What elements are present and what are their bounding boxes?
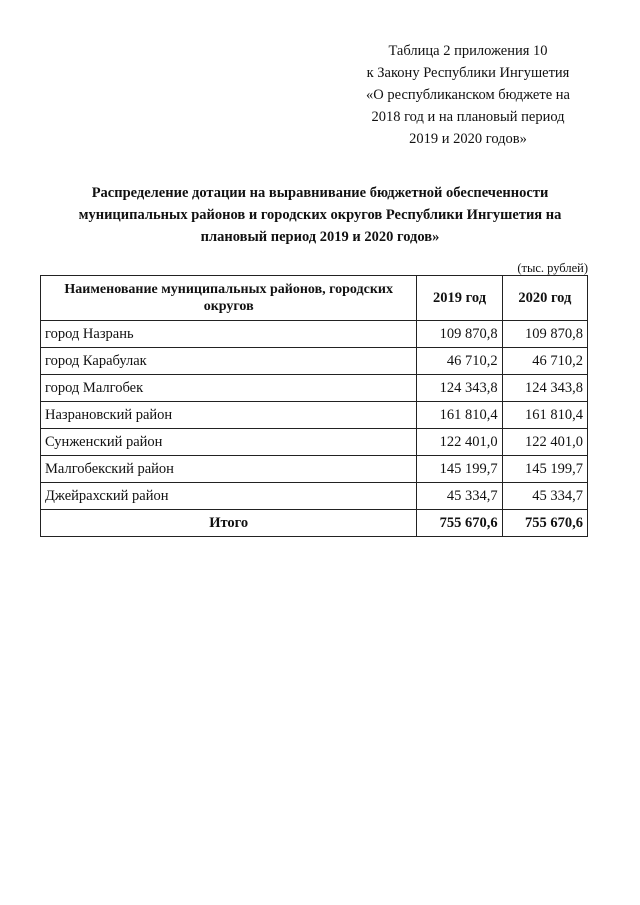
row-name: Сунженский район — [41, 429, 417, 456]
table-row — [41, 456, 588, 483]
table-row — [41, 429, 588, 456]
row-value-2020: 124 343,8 — [502, 375, 587, 402]
title-line: Распределение дотации на выравнивание бюджетной обеспеченности — [91, 185, 549, 201]
document-title — [40, 182, 600, 248]
row-name: город Назрань — [41, 321, 417, 348]
column-header-2020: 2020 год — [502, 276, 587, 321]
row-value-2020: 45 334,7 — [502, 483, 587, 510]
subsidy-table — [40, 275, 588, 537]
row-value-2019: 161 810,4 — [417, 402, 502, 429]
total-row — [41, 510, 588, 537]
total-value-2020: 755 670,6 — [502, 510, 587, 537]
row-value-2020: 46 710,2 — [502, 348, 587, 375]
column-header-name: Наименование муниципальных районов, городских округов — [41, 276, 417, 321]
row-value-2020: 109 870,8 — [502, 321, 587, 348]
total-label: Итого — [41, 510, 417, 537]
appendix-line: к Закону Республики Ингушетия — [366, 65, 570, 81]
title-line: плановый период 2019 и 2020 годов» — [200, 229, 440, 245]
appendix-line: 2019 и 2020 годов» — [409, 131, 527, 147]
units-note: (тыс. рублей) — [517, 261, 588, 275]
column-header-2019: 2019 год — [417, 276, 502, 321]
row-name: Джейрахский район — [41, 483, 417, 510]
table-row — [41, 321, 588, 348]
table-row — [41, 402, 588, 429]
row-value-2019: 122 401,0 — [417, 429, 502, 456]
table-header-row — [41, 276, 588, 321]
total-value-2019: 755 670,6 — [417, 510, 502, 537]
row-name: Малгобекский район — [41, 456, 417, 483]
row-value-2019: 145 199,7 — [417, 456, 502, 483]
row-value-2020: 122 401,0 — [502, 429, 587, 456]
row-name: Назрановский район — [41, 402, 417, 429]
appendix-line: 2018 год и на плановый период — [371, 109, 565, 125]
appendix-line: Таблица 2 приложения 10 — [388, 43, 548, 59]
row-name: город Карабулак — [41, 348, 417, 375]
law-appendix-reference — [348, 40, 588, 150]
row-value-2020: 161 810,4 — [502, 402, 587, 429]
row-name: город Малгобек — [41, 375, 417, 402]
row-value-2020: 145 199,7 — [502, 456, 587, 483]
table-row — [41, 483, 588, 510]
title-line: муниципальных районов и городских округов Республики Ингушетия на — [78, 207, 562, 223]
row-value-2019: 45 334,7 — [417, 483, 502, 510]
appendix-line: «О республиканском бюджете на — [366, 87, 570, 103]
row-value-2019: 109 870,8 — [417, 321, 502, 348]
table-row — [41, 375, 588, 402]
row-value-2019: 124 343,8 — [417, 375, 502, 402]
table-row — [41, 348, 588, 375]
row-value-2019: 46 710,2 — [417, 348, 502, 375]
